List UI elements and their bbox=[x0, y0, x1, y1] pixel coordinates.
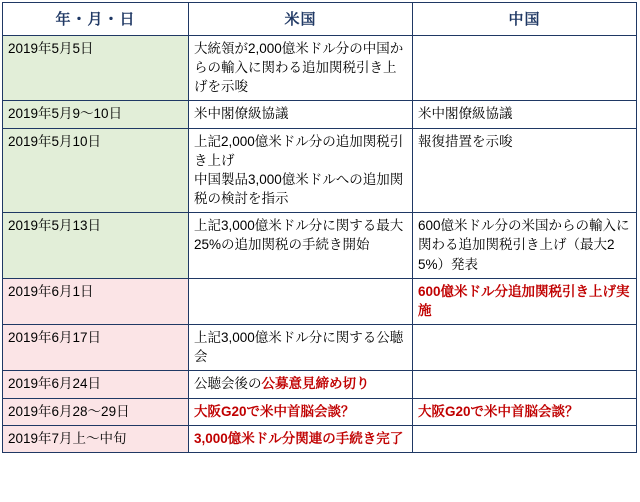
table-row bbox=[3, 36, 637, 101]
cell-date: 2019年5月9〜10日 bbox=[3, 101, 189, 128]
cell-china: 600億米ドル分の米国からの輸入に関わる追加関税引き上げ（最大25%）発表 bbox=[413, 213, 637, 278]
cell-date: 2019年5月10日 bbox=[3, 128, 189, 213]
cell-us: 大統領が2,000億米ドル分の中国からの輸入に関わる追加関税引き上げを示唆 bbox=[189, 36, 413, 101]
column-header-us: 米国 bbox=[189, 3, 413, 36]
cell-us: 米中閣僚級協議 bbox=[189, 101, 413, 128]
schedule-table-container bbox=[2, 2, 638, 453]
cell-us bbox=[189, 278, 413, 324]
cell-date: 2019年6月24日 bbox=[3, 371, 189, 398]
cell-us: 3,000億米ドル分関連の手続き完了 bbox=[189, 425, 413, 452]
cell-date: 2019年5月5日 bbox=[3, 36, 189, 101]
cell-china: 報復措置を示唆 bbox=[413, 128, 637, 213]
cell-us: 上記3,000億米ドル分に関する最大25%の追加関税の手続き開始 bbox=[189, 213, 413, 278]
table-row bbox=[3, 128, 637, 213]
table-row bbox=[3, 398, 637, 425]
cell-date: 2019年6月1日 bbox=[3, 278, 189, 324]
cell-china: 600億米ドル分追加関税引き上げ実施 bbox=[413, 278, 637, 324]
column-header-date: 年・月・日 bbox=[3, 3, 189, 36]
us-china-trade-timeline-table bbox=[2, 2, 637, 453]
cell-us: 上記3,000億米ドル分に関する公聴会 bbox=[189, 325, 413, 371]
cell-date: 2019年5月13日 bbox=[3, 213, 189, 278]
table-row bbox=[3, 325, 637, 371]
cell-china bbox=[413, 425, 637, 452]
table-row bbox=[3, 213, 637, 278]
column-header-china: 中国 bbox=[413, 3, 637, 36]
cell-china: 大阪G20で米中首脳会談？ bbox=[413, 398, 637, 425]
cell-china: 米中閣僚級協議 bbox=[413, 101, 637, 128]
table-header bbox=[3, 3, 637, 36]
table-row bbox=[3, 278, 637, 324]
cell-china bbox=[413, 371, 637, 398]
table-body bbox=[3, 36, 637, 453]
cell-us: 公聴会後の公募意見締め切り bbox=[189, 371, 413, 398]
cell-us: 大阪G20で米中首脳会談？ bbox=[189, 398, 413, 425]
cell-us: 上記2,000億米ドル分の追加関税引き上げ 中国製品3,000億米ドルへの追加関税の検討を指示 bbox=[189, 128, 413, 213]
cell-china bbox=[413, 36, 637, 101]
table-row bbox=[3, 101, 637, 128]
cell-date: 2019年7月上〜中旬 bbox=[3, 425, 189, 452]
cell-date: 2019年6月28〜29日 bbox=[3, 398, 189, 425]
table-row bbox=[3, 425, 637, 452]
table-row bbox=[3, 371, 637, 398]
cell-china bbox=[413, 325, 637, 371]
header-row bbox=[3, 3, 637, 36]
cell-date: 2019年6月17日 bbox=[3, 325, 189, 371]
